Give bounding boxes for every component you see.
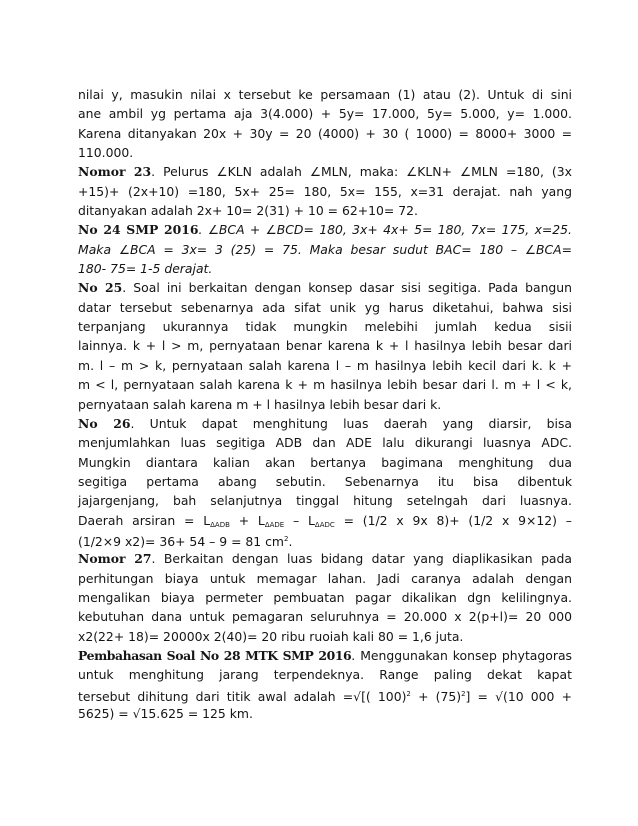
text-line (78, 511, 572, 530)
text-line: 180- 75= 1-5 derajat. (78, 261, 213, 277)
text-line: 110.000. (78, 145, 134, 161)
text-line: kebutuhan dana untuk pemagaran seluruhnya = 20.000 x 2(p+l)= 20 000 (78, 609, 572, 625)
text-line: datar tersebut sebenarnya ada sifat unik yg harus diketahui, bahwa sisi (78, 299, 572, 315)
text-line (78, 414, 572, 433)
text-span: Daerah arsiran = L (78, 512, 211, 528)
text-span: . ∠BCA + ∠BCD= 180, 3x+ 4x+ 5= 180, 7x= 175, x=25. (198, 222, 572, 238)
text-line: Mungkin diantara kalian akan bertanya bagimana menghitung dua (78, 454, 572, 470)
text-span: . Soal ini berkaitan dengan konsep dasar sisi segitiga. Pada bangun (122, 280, 572, 296)
text-span: = (1/2 x 9x 8)+ (1/2 x 9×12) – (334, 512, 572, 528)
question-label: Pembahasan Soal No 28 MTK SMP 2016 (78, 647, 352, 663)
text-line: segitiga pertama abang sebutin. Sebenarnya itu bisa dibentuk (78, 473, 572, 489)
text-span: tersebut dihitung dari titik awal adalah =√[( 100) (78, 688, 407, 704)
text-line: untuk menghitung jarang terpendeknya. Range paling dekat kapat (78, 667, 572, 683)
superscript: 2 (461, 689, 466, 698)
text-span: . Pelurus ∠KLN adalah ∠MLN, maka: ∠KLN+ ∠MLN =180, (3x (151, 164, 572, 180)
text-span: . Berkaitan dengan luas bidang datar yang diaplikasikan pada (151, 551, 572, 567)
text-line: jajargenjang, bah selanjutnya tinggal hitung setelngah dari luasnya. (78, 493, 572, 509)
text-span: (1/2×9 x2)= 36+ 54 – 9 = 81 cm (78, 533, 285, 549)
text-line: pernyataan salah karena m + l hasilnya lebih besar dari k. (78, 396, 442, 412)
text-line (78, 549, 572, 568)
text-line: m < l, pernyataan salah karena k + m hasilnya lebih besar dari l. m + l < k, (78, 377, 572, 393)
text-line: Karena ditanyakan 20x + 30y = 20 (4000) + 30 ( 1000) = 8000+ 3000 = (78, 125, 572, 141)
text-span: . (288, 533, 293, 549)
subscript: ΔADE (264, 520, 285, 529)
text-span: ] = √(10 000 + (465, 688, 573, 704)
text-span: . Untuk dapat menghitung luas daerah yang diarsir, bisa (130, 415, 572, 431)
superscript: 2 (406, 689, 411, 698)
text-span: . Menggunakan konsep phytagoras (351, 647, 572, 663)
question-label: No 26 (78, 415, 131, 431)
text-line: ditanyakan adalah 2x+ 10= 2(31) + 10 = 62+10= 72. (78, 203, 418, 219)
subscript: ΔADC (314, 520, 335, 529)
text-line (78, 220, 572, 239)
text-line: ane ambil yg pertama aja 3(4.000) + 5y= 17.000, 5y= 5.000, y= 1.000. (78, 106, 572, 122)
text-line: 5625) = √15.625 = 125 km. (78, 706, 253, 721)
text-line: Maka ∠BCA = 3x= 3 (25) = 75. Maka besar sudut BAC= 180 – ∠BCA= (78, 241, 572, 257)
text-line: terpanjang ukurannya tidak mungkin melebihi jumlah kedua sisii (78, 319, 572, 335)
text-span: + (75) (410, 688, 462, 704)
text-line (78, 530, 572, 549)
text-line (78, 278, 572, 297)
text-line: menjumlahkan luas segitiga ADB dan ADE lalu dikurangi luasnya ADC. (78, 435, 572, 451)
text-line: perhitungan biaya untuk memagar lahan. Jadi caranya adalah dengan (78, 570, 572, 586)
text-line: lainnya. k + l > m, pernyataan benar karena k + l hasilnya lebih besar dari (78, 338, 572, 354)
text-span: – L (284, 512, 315, 528)
document-page (78, 85, 572, 723)
text-line (78, 685, 572, 704)
subscript: ΔADB (210, 520, 230, 529)
superscript: 2 (284, 534, 289, 543)
question-label: No 25 (78, 280, 123, 296)
question-label: No 24 SMP 2016 (78, 222, 199, 238)
text-line: +15)+ (2x+10) =180, 5x+ 25= 180, 5x= 155, x=31 derajat. nah yang (78, 183, 572, 199)
question-label: Nomor 27 (78, 551, 152, 567)
text-line: nilai y, masukin nilai x tersebut ke persamaan (1) atau (2). Untuk di sini (78, 87, 572, 102)
text-line (78, 162, 572, 181)
text-line: mengalikan biaya permeter pembuatan pagar dikalikan dgn kelilingnya. (78, 589, 572, 605)
text-line: m. l – m > k, pernyataan salah karena l – m hasilnya lebih kecil dari k. k + (78, 357, 572, 373)
text-line: x2(22+ 18)= 20000x 2(40)= 20 ribu ruoiah kali 80 = 1,6 juta. (78, 628, 464, 644)
question-label: Nomor 23 (78, 164, 152, 180)
text-span: + L (229, 512, 265, 528)
text-line (78, 646, 572, 665)
